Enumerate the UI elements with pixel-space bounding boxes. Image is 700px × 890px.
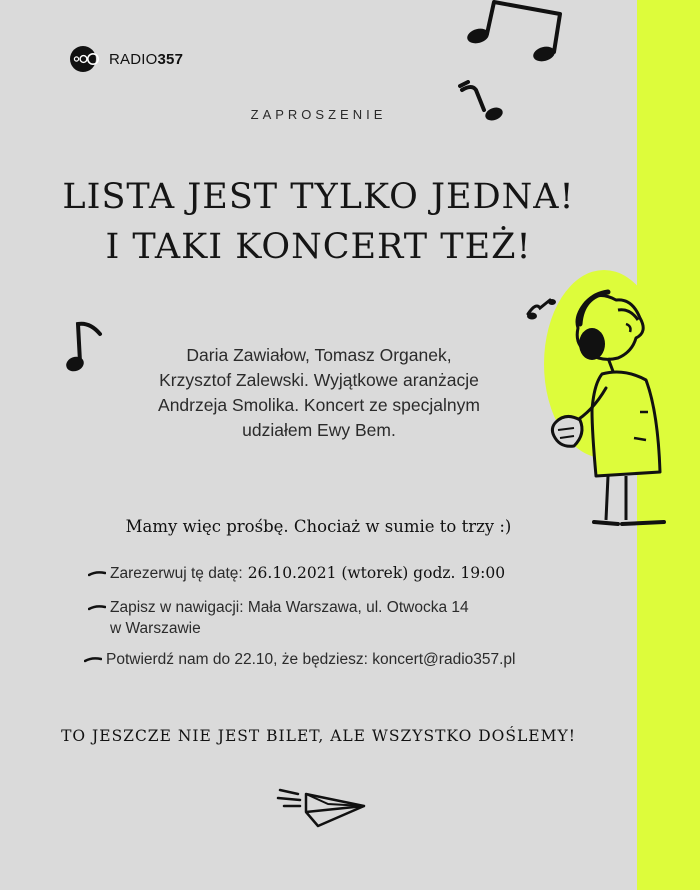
headline-line-1: LISTA JEST TYLKO JEDNA!: [62, 177, 575, 217]
dash-bullet-icon: [88, 569, 106, 579]
logo-brand: RADIO: [109, 50, 158, 68]
lead-line: udziałem Ewy Bem.: [242, 420, 396, 440]
invitation-label: ZAPROSZENIE: [250, 107, 387, 122]
listener-illustration: [522, 262, 670, 538]
list-item: [88, 563, 505, 584]
event-date: 26.10.2021 (wtorek) godz. 19:00: [247, 564, 506, 582]
logo-number: 357: [157, 50, 184, 68]
dash-bullet-icon: [88, 603, 106, 613]
logo-wordmark: [109, 51, 183, 68]
headline: [30, 172, 607, 272]
radio357-logo: [70, 46, 183, 72]
lead-line: Andrzeja Smolika. Koncert ze specjalnym: [158, 395, 480, 415]
beamed-music-notes-icon: [462, 0, 572, 66]
list-item-label: Zapisz w nawigacji: Mała Warszawa, ul. Otwocka 14: [110, 599, 469, 616]
list-item-label: Zarezerwuj tę datę:: [110, 565, 243, 582]
list-item: [88, 597, 469, 639]
radio357-logo-icon: [70, 46, 104, 72]
list-item: [84, 649, 516, 670]
lead-paragraph: [120, 343, 518, 443]
dash-bullet-icon: [84, 655, 102, 665]
paper-plane-icon: [276, 784, 368, 830]
list-item-label: w Warszawie: [110, 620, 201, 637]
lead-line: Daria Zawiałow, Tomasz Organek,: [186, 345, 452, 365]
list-item-label: Potwierdź nam do 22.10, że będziesz: koncert@radio357.pl: [106, 651, 516, 668]
music-note-icon: [64, 318, 108, 376]
lead-line: Krzysztof Zalewski. Wyjątkowe aranżacje: [159, 370, 479, 390]
request-heading: Mamy więc prośbę. Chociaż w sumie to trzy :): [125, 517, 512, 536]
closing-note: TO JESZCZE NIE JEST BILET, ALE WSZYSTKO DOŚLEMY!: [61, 727, 576, 745]
headline-line-2: I TAKI KONCERT TEŻ!: [105, 227, 532, 267]
